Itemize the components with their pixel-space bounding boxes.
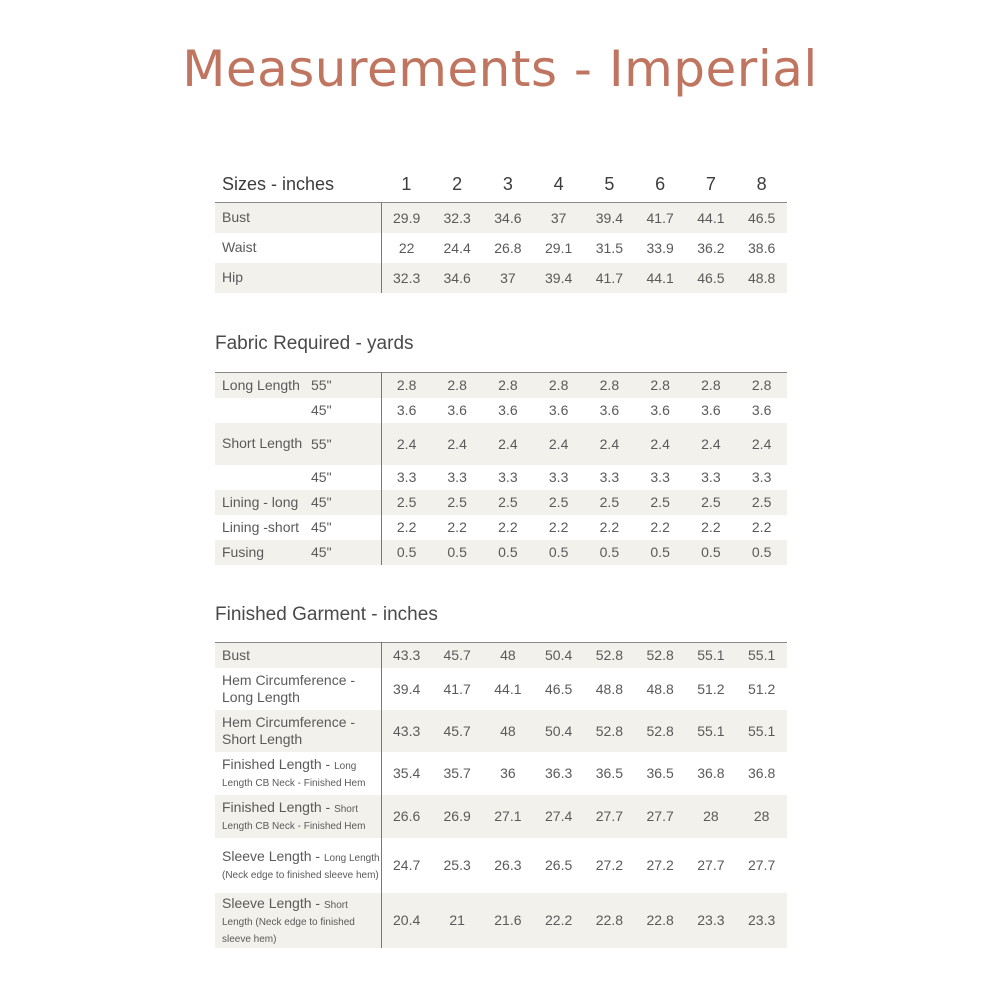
row-label: Finished Length - (222, 799, 335, 815)
table-row (215, 203, 787, 233)
size-header: 4 (533, 166, 584, 203)
value-cell: 35.4 (381, 752, 432, 795)
value-cell: 2.2 (381, 515, 432, 540)
table-row (215, 490, 787, 515)
value-cell: 3.3 (447, 469, 467, 485)
value-cell: 46.5 (736, 203, 787, 233)
value-cell: 2.8 (483, 373, 534, 398)
fabric-width: 55" (311, 373, 381, 398)
value-cell: 2.4 (432, 423, 483, 465)
row-note: Short Length (Neck edge to finished sleeve hem) (222, 899, 355, 945)
value-cell: 2.2 (447, 519, 467, 535)
value-cell: 52.8 (584, 710, 635, 752)
size-header: 2 (432, 166, 483, 203)
value-cell: 22.8 (635, 893, 686, 948)
value-cell: 0.5 (533, 540, 584, 565)
row-label-cell (215, 893, 381, 948)
row-label: Sleeve Length - (222, 894, 324, 911)
value-cell: 55.1 (686, 710, 737, 752)
value-cell: 2.5 (483, 490, 534, 515)
value-cell: 36 (500, 765, 516, 781)
value-cell: 3.6 (701, 402, 721, 418)
value-cell: 48.8 (646, 680, 674, 697)
value-cell: 3.6 (381, 398, 432, 423)
value-cell: 51.2 (748, 680, 776, 697)
value-cell: 41.7 (584, 263, 635, 293)
value-cell: 2.4 (635, 423, 686, 465)
value-cell: 2.8 (533, 373, 584, 398)
table-row (215, 752, 787, 795)
value-cell: 32.3 (381, 263, 432, 293)
value-cell: 26.3 (494, 857, 522, 873)
value-cell: 3.6 (548, 402, 569, 418)
value-cell: 36.5 (646, 765, 674, 781)
table-row (215, 668, 787, 710)
value-cell: 22.2 (533, 893, 584, 948)
row-label-cell (215, 752, 381, 795)
value-cell: 27.7 (697, 857, 725, 873)
value-cell: 26.6 (381, 795, 432, 838)
value-cell: 3.3 (599, 469, 620, 485)
value-cell: 21 (432, 893, 483, 948)
row-label: Long Length (215, 373, 311, 398)
row-label: Bust (215, 203, 381, 233)
value-cell: 50.4 (533, 710, 584, 752)
sizes-header-label: Sizes - inches (215, 166, 381, 203)
value-cell: 3.3 (751, 469, 772, 485)
value-cell: 22 (381, 233, 432, 263)
value-cell: 2.8 (736, 373, 787, 398)
value-cell: 28 (686, 795, 737, 838)
row-label-cell (215, 838, 381, 893)
fabric-width: 45" (311, 490, 381, 515)
fabric-section-title: Fabric Required - yards (215, 333, 414, 354)
row-label-cell (215, 643, 381, 668)
value-cell: 0.5 (381, 540, 432, 565)
value-cell: 2.4 (686, 423, 737, 465)
value-cell: 3.3 (548, 469, 569, 485)
value-cell: 46.5 (545, 680, 573, 697)
value-cell: 27.7 (635, 795, 686, 838)
size-header: 7 (686, 166, 737, 203)
value-cell: 21.6 (483, 893, 534, 948)
value-cell: 3.3 (381, 465, 432, 490)
row-label: Short Length (215, 423, 311, 465)
row-label: Hip (215, 263, 381, 293)
value-cell: 34.6 (483, 203, 534, 233)
value-cell: 36.2 (697, 239, 725, 256)
value-cell: 26.9 (432, 795, 483, 838)
value-cell: 22.8 (584, 893, 635, 948)
value-cell: 33.9 (646, 239, 674, 256)
value-cell: 23.3 (686, 893, 737, 948)
value-cell: 2.2 (650, 519, 670, 535)
row-label: Finished Length - (222, 756, 335, 772)
value-cell: 2.2 (751, 519, 772, 535)
value-cell: 23.3 (736, 893, 787, 948)
value-cell: 26.8 (494, 239, 522, 256)
value-cell: 34.6 (432, 263, 483, 293)
value-cell: 24.4 (443, 239, 471, 256)
value-cell: 2.4 (381, 423, 432, 465)
value-cell: 3.6 (650, 402, 670, 418)
value-cell: 44.1 (494, 680, 522, 697)
value-cell: 39.4 (584, 203, 635, 233)
value-cell: 2.8 (381, 373, 432, 398)
value-cell: 2.5 (686, 490, 737, 515)
fabric-width: 45" (311, 402, 332, 418)
row-label-cell (215, 795, 381, 838)
value-cell: 27.7 (748, 857, 776, 873)
value-cell: 0.5 (686, 540, 737, 565)
value-cell: 3.6 (751, 402, 772, 418)
size-header: 6 (635, 166, 686, 203)
value-cell: 2.5 (432, 490, 483, 515)
row-note: Short Length CB Neck - Finished Hem (222, 804, 366, 832)
value-cell: 29.1 (545, 239, 573, 256)
sizes-header-row (215, 166, 787, 203)
value-cell: 20.4 (381, 893, 432, 948)
fabric-width: 45" (311, 519, 332, 535)
value-cell: 2.4 (483, 423, 534, 465)
value-cell: 2.5 (533, 490, 584, 515)
value-cell: 32.3 (432, 203, 483, 233)
value-cell: 2.8 (686, 373, 737, 398)
value-cell: 28 (736, 795, 787, 838)
garment-table (215, 642, 787, 948)
row-label-cell (215, 710, 381, 752)
row-label: Hem Circumference - Short Length (222, 713, 356, 747)
fabric-width: 55" (311, 423, 381, 465)
garment-body (215, 643, 787, 948)
table-row (215, 423, 787, 465)
value-cell: 25.3 (443, 857, 471, 873)
table-row (215, 838, 787, 893)
value-cell: 35.7 (443, 765, 471, 781)
value-cell: 48.8 (736, 263, 787, 293)
table-row (215, 465, 787, 490)
row-label: Fusing (215, 540, 311, 565)
value-cell: 52.8 (584, 643, 635, 668)
row-label-cell (215, 668, 381, 710)
fabric-width: 45" (311, 540, 381, 565)
value-cell: 48.8 (595, 680, 623, 697)
value-cell: 39.4 (533, 263, 584, 293)
value-cell: 55.1 (686, 643, 737, 668)
value-cell: 27.4 (533, 795, 584, 838)
value-cell: 2.4 (584, 423, 635, 465)
table-row (215, 233, 787, 263)
value-cell: 50.4 (533, 643, 584, 668)
fabric-table (215, 372, 787, 565)
value-cell: 27.2 (595, 857, 623, 873)
row-label: Hem Circumference - Long Length (222, 671, 356, 705)
value-cell: 37 (533, 203, 584, 233)
value-cell: 0.5 (432, 540, 483, 565)
size-header: 8 (736, 166, 787, 203)
page-title: Measurements - Imperial (182, 40, 818, 98)
value-cell: 39.4 (381, 668, 432, 710)
value-cell: 41.7 (635, 203, 686, 233)
value-cell: 2.2 (599, 519, 620, 535)
value-cell: 55.1 (736, 710, 787, 752)
table-row (215, 710, 787, 752)
value-cell: 26.5 (545, 857, 573, 873)
value-cell: 55.1 (736, 643, 787, 668)
value-cell: 0.5 (635, 540, 686, 565)
size-header: 3 (483, 166, 534, 203)
value-cell: 44.1 (686, 203, 737, 233)
sizes-body (215, 203, 787, 293)
value-cell: 2.2 (498, 519, 518, 535)
value-cell: 2.8 (584, 373, 635, 398)
size-header: 1 (381, 166, 432, 203)
value-cell: 41.7 (443, 680, 471, 697)
row-label: Lining -short (222, 518, 300, 535)
value-cell: 44.1 (635, 263, 686, 293)
value-cell: 48 (483, 710, 534, 752)
value-cell: 27.1 (483, 795, 534, 838)
size-header: 5 (584, 166, 635, 203)
fabric-body (215, 373, 787, 565)
value-cell: 29.9 (381, 203, 432, 233)
row-label: Lining - long (215, 490, 311, 515)
value-cell: 46.5 (686, 263, 737, 293)
value-cell: 2.4 (533, 423, 584, 465)
value-cell: 2.5 (635, 490, 686, 515)
table-row (215, 540, 787, 565)
value-cell: 2.2 (701, 519, 721, 535)
value-cell: 37 (483, 263, 534, 293)
value-cell: 27.2 (646, 857, 674, 873)
value-cell: 3.6 (599, 402, 620, 418)
value-cell: 52.8 (635, 643, 686, 668)
value-cell: 2.5 (736, 490, 787, 515)
value-cell: 0.5 (584, 540, 635, 565)
value-cell: 3.3 (498, 469, 518, 485)
value-cell: 3.3 (650, 469, 670, 485)
table-row (215, 373, 787, 398)
value-cell: 27.7 (584, 795, 635, 838)
value-cell: 3.6 (447, 402, 467, 418)
table-row (215, 515, 787, 540)
value-cell: 52.8 (635, 710, 686, 752)
sizes-table (215, 166, 787, 293)
value-cell: 0.5 (483, 540, 534, 565)
value-cell: 43.3 (381, 710, 432, 752)
table-row (215, 643, 787, 668)
value-cell: 36.5 (595, 765, 623, 781)
value-cell: 43.3 (381, 643, 432, 668)
value-cell: 2.5 (584, 490, 635, 515)
row-note: Long Length CB Neck - Finished Hem (222, 761, 366, 789)
value-cell: 2.8 (432, 373, 483, 398)
value-cell: 45.7 (432, 710, 483, 752)
value-cell: 3.3 (701, 469, 721, 485)
table-row (215, 263, 787, 293)
value-cell: 31.5 (595, 239, 623, 256)
value-cell: 24.7 (381, 838, 432, 893)
garment-section-title: Finished Garment - inches (215, 604, 438, 625)
value-cell: 2.8 (635, 373, 686, 398)
row-label (215, 398, 311, 423)
row-note: Long Length (Neck edge to finished sleeve hem) (222, 853, 380, 881)
row-label: Sleeve Length - (222, 848, 324, 864)
value-cell: 0.5 (736, 540, 787, 565)
value-cell: 36.8 (748, 765, 776, 781)
value-cell: 3.6 (498, 402, 518, 418)
row-label: Waist (222, 239, 257, 255)
fabric-width: 45" (311, 469, 332, 485)
value-cell: 36.8 (697, 765, 725, 781)
value-cell: 45.7 (432, 643, 483, 668)
row-label (215, 465, 311, 490)
value-cell: 2.2 (548, 519, 569, 535)
value-cell: 48 (483, 643, 534, 668)
value-cell: 2.4 (736, 423, 787, 465)
value-cell: 2.5 (381, 490, 432, 515)
value-cell: 36.3 (545, 765, 573, 781)
table-row (215, 795, 787, 838)
value-cell: 38.6 (748, 239, 776, 256)
value-cell: 51.2 (697, 680, 725, 697)
table-row (215, 893, 787, 948)
table-row (215, 398, 787, 423)
row-label: Bust (222, 646, 251, 663)
